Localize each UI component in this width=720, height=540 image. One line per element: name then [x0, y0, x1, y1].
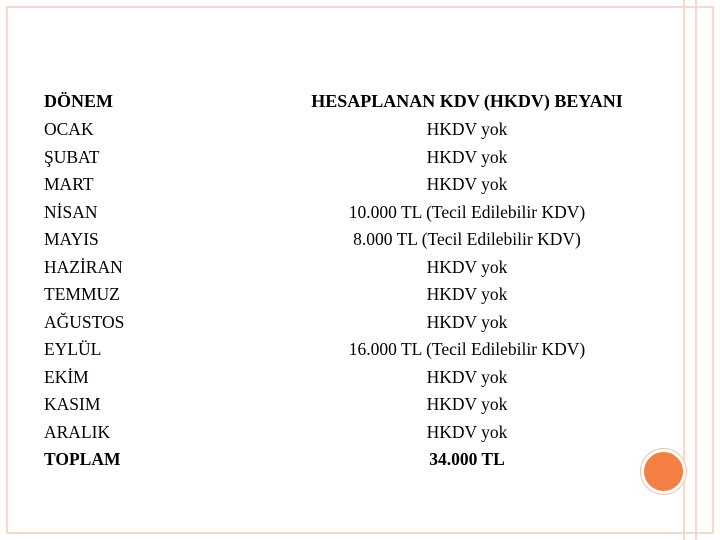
row-period: TEMMUZ: [44, 284, 120, 304]
row-period: MART: [44, 174, 94, 194]
row-value: 10.000 TL (Tecil Edilebilir KDV): [348, 201, 586, 222]
row-period: KASIM: [44, 394, 101, 414]
row-value: HKDV yok: [426, 394, 508, 414]
row-period: NİSAN: [44, 201, 98, 222]
table-row: [0, 171, 720, 198]
table-row: [0, 144, 720, 171]
row-value: HKDV yok: [426, 311, 508, 332]
row-value: 8.000 TL (Tecil Edilebilir KDV): [353, 229, 581, 249]
row-value: HKDV yok: [426, 421, 508, 442]
row-value: HKDV yok: [426, 284, 508, 304]
row-period: OCAK: [44, 119, 94, 139]
table-row: [0, 364, 720, 391]
table-row: [0, 226, 720, 253]
table-row: [0, 336, 720, 363]
row-value: HKDV yok: [426, 119, 508, 139]
table-row: [0, 281, 720, 308]
row-period: EKİM: [44, 366, 89, 387]
row-value: HKDV yok: [426, 174, 508, 194]
table-row: [0, 391, 720, 418]
table-header: [0, 88, 720, 115]
table-row: [0, 116, 720, 143]
table-row: [0, 309, 720, 336]
row-period: HAZİRAN: [44, 256, 123, 277]
row-period: MAYIS: [44, 229, 99, 249]
row-period: ŞUBAT: [44, 146, 100, 167]
row-value: 16.000 TL (Tecil Edilebilir KDV): [348, 339, 586, 359]
total-value: 34.000 TL: [429, 449, 505, 469]
row-value: HKDV yok: [426, 366, 508, 387]
row-period: AĞUSTOS: [44, 311, 125, 332]
value-header: HESAPLANAN KDV (HKDV) BEYANI: [311, 91, 623, 111]
row-period: ARALIK: [44, 421, 111, 442]
total-row: [0, 446, 720, 473]
period-header: DÖNEM: [44, 91, 113, 111]
table-row: [0, 199, 720, 226]
table-row: [0, 254, 720, 281]
row-value: HKDV yok: [426, 146, 508, 167]
total-label: TOPLAM: [44, 449, 121, 469]
table-row: [0, 419, 720, 446]
row-period: EYLÜL: [44, 339, 102, 359]
row-value: HKDV yok: [426, 256, 508, 277]
